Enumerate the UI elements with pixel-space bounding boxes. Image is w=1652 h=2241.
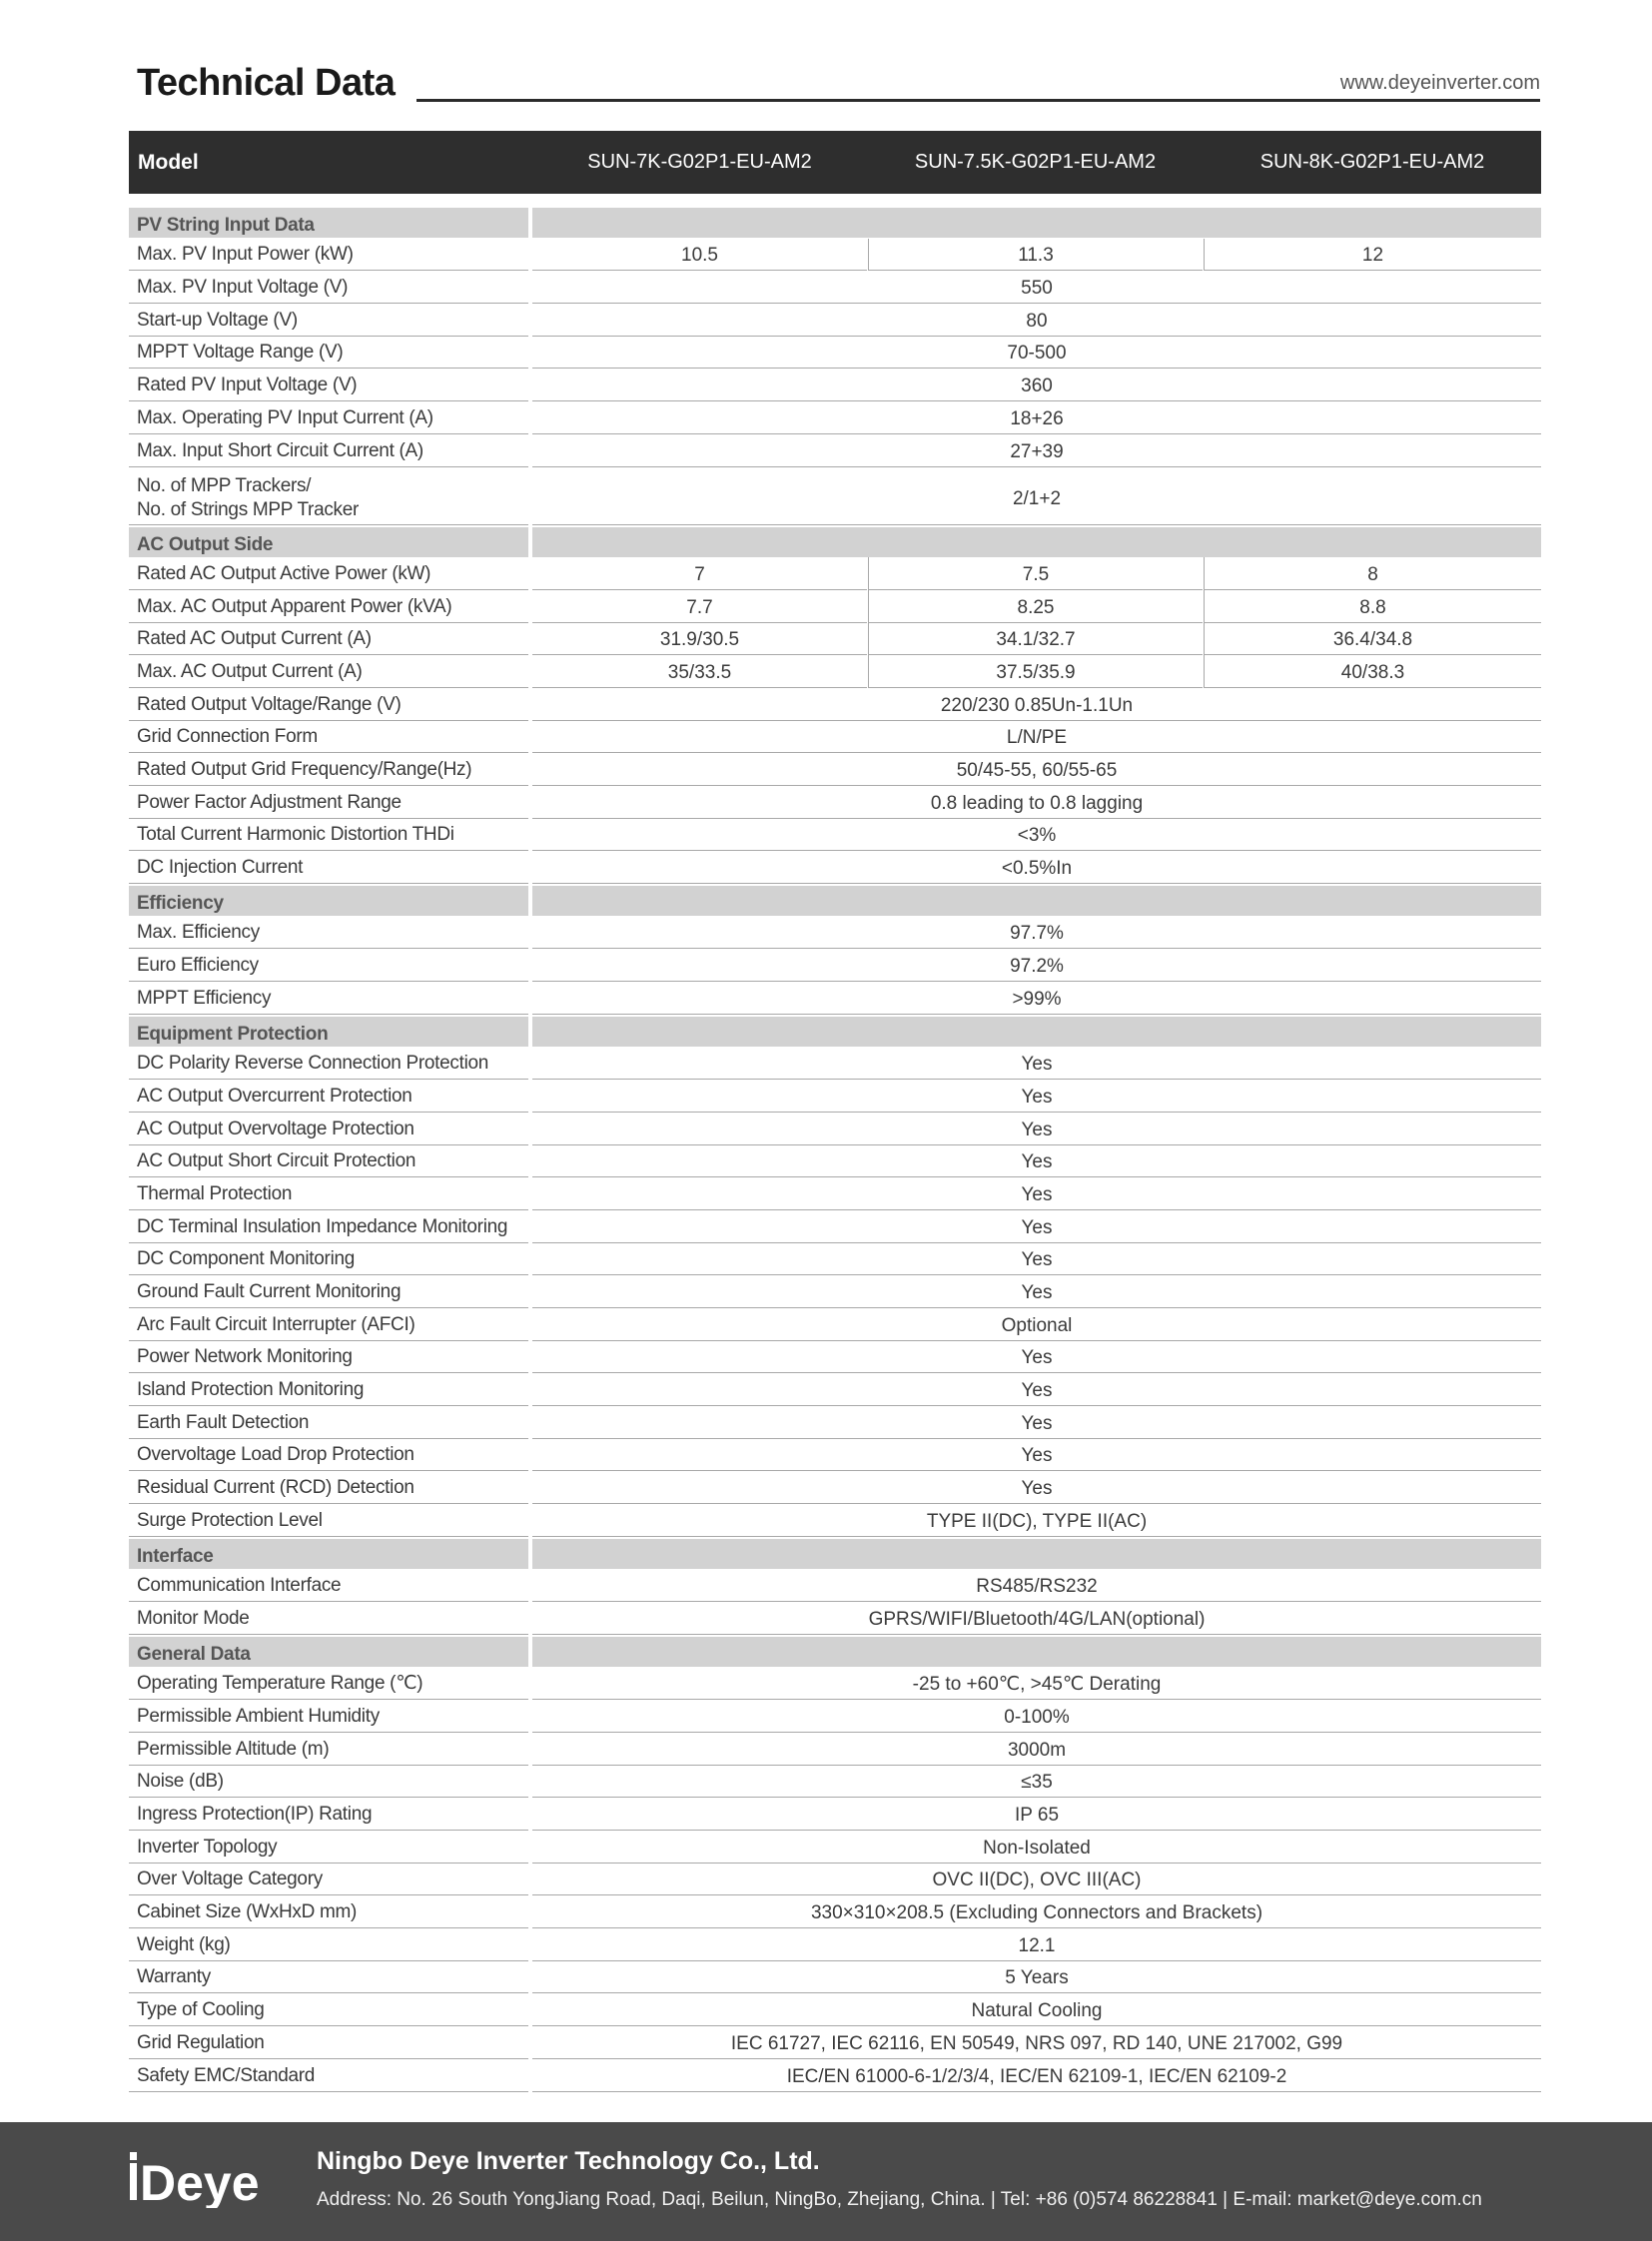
spec-row xyxy=(129,982,1541,1015)
spec-value: 5 Years xyxy=(532,1961,1541,1994)
model-label: Model xyxy=(138,151,199,174)
spec-label: Rated AC Output Active Power (kW) xyxy=(129,557,528,590)
spec-value: 7 xyxy=(532,557,867,590)
spec-row xyxy=(129,1373,1541,1406)
spec-row xyxy=(129,623,1541,656)
spec-value: IEC 61727, IEC 62116, EN 50549, NRS 097, RD 140, UNE 217002, G99 xyxy=(532,2026,1541,2059)
section-header xyxy=(129,1537,1541,1570)
section-title: PV String Input Data xyxy=(129,208,528,238)
spec-value: Yes xyxy=(532,1145,1541,1178)
spec-label: Max. PV Input Voltage (V) xyxy=(129,271,528,304)
spec-label: Surge Protection Level xyxy=(129,1504,528,1537)
spec-rows xyxy=(129,206,1541,2092)
spec-value: Yes xyxy=(532,1373,1541,1406)
spec-row xyxy=(129,1928,1541,1961)
section-bar xyxy=(532,1539,1541,1569)
spec-value: 360 xyxy=(532,369,1541,401)
spec-label: Total Current Harmonic Distortion THDi xyxy=(129,819,528,852)
spec-value: TYPE II(DC), TYPE II(AC) xyxy=(532,1504,1541,1537)
spec-value: 7.7 xyxy=(532,590,867,623)
spec-value: Yes xyxy=(532,1113,1541,1145)
spec-value: 97.2% xyxy=(532,949,1541,982)
spec-value: OVC II(DC), OVC III(AC) xyxy=(532,1864,1541,1896)
spec-row xyxy=(129,1668,1541,1701)
spec-row xyxy=(129,369,1541,401)
spec-value: Yes xyxy=(532,1080,1541,1113)
spec-label: Power Factor Adjustment Range xyxy=(129,786,528,819)
spec-value: Non-Isolated xyxy=(532,1831,1541,1864)
spec-value: -25 to +60℃, >45℃ Derating xyxy=(532,1668,1541,1701)
spec-value: <3% xyxy=(532,819,1541,852)
spec-label: Noise (dB) xyxy=(129,1766,528,1799)
spec-value: 10.5 xyxy=(532,239,867,272)
spec-row xyxy=(129,304,1541,337)
spec-row xyxy=(129,1210,1541,1243)
spec-value: 12.1 xyxy=(532,1928,1541,1961)
spec-row xyxy=(129,721,1541,754)
spec-label: Max. Operating PV Input Current (A) xyxy=(129,401,528,434)
spec-label: AC Output Short Circuit Protection xyxy=(129,1145,528,1178)
spec-row xyxy=(129,2059,1541,2092)
spec-value: 27+39 xyxy=(532,434,1541,467)
spec-row xyxy=(129,467,1541,525)
spec-row xyxy=(129,1080,1541,1113)
spec-value: Yes xyxy=(532,1341,1541,1374)
spec-label: Max. AC Output Current (A) xyxy=(129,655,528,688)
spec-row xyxy=(129,401,1541,434)
spec-label: Monitor Mode xyxy=(129,1602,528,1635)
spec-row xyxy=(129,337,1541,370)
spec-label: Rated Output Voltage/Range (V) xyxy=(129,688,528,721)
spec-row xyxy=(129,1308,1541,1341)
spec-value: Yes xyxy=(532,1275,1541,1308)
spec-row xyxy=(129,1177,1541,1210)
spec-label: AC Output Overvoltage Protection xyxy=(129,1113,528,1145)
spec-value: 8.8 xyxy=(1204,590,1541,623)
spec-row xyxy=(129,1406,1541,1439)
spec-label: Grid Connection Form xyxy=(129,721,528,754)
spec-row xyxy=(129,1439,1541,1472)
section-title: AC Output Side xyxy=(129,527,528,557)
logo-text: Deye xyxy=(140,2155,260,2208)
section-title: Interface xyxy=(129,1539,528,1569)
spec-row xyxy=(129,688,1541,721)
spec-row xyxy=(129,753,1541,786)
page-header xyxy=(137,58,1540,108)
spec-label: Max. PV Input Power (kW) xyxy=(129,239,528,272)
spec-row xyxy=(129,1733,1541,1766)
spec-label: Ingress Protection(IP) Rating xyxy=(129,1798,528,1831)
section-bar xyxy=(532,208,1541,238)
spec-label: Permissible Ambient Humidity xyxy=(129,1700,528,1733)
spec-label: Euro Efficiency xyxy=(129,949,528,982)
model-name: SUN-7K-G02P1-EU-AM2 xyxy=(587,151,812,173)
spec-label: Max. Input Short Circuit Current (A) xyxy=(129,434,528,467)
spec-value: 70-500 xyxy=(532,337,1541,370)
spec-label: MPPT Voltage Range (V) xyxy=(129,337,528,370)
spec-label: Safety EMC/Standard xyxy=(129,2059,528,2092)
spec-row xyxy=(129,434,1541,467)
spec-label: Inverter Topology xyxy=(129,1831,528,1864)
spec-label: Weight (kg) xyxy=(129,1928,528,1961)
spec-label: Rated Output Grid Frequency/Range(Hz) xyxy=(129,753,528,786)
spec-row xyxy=(129,1048,1541,1081)
section-bar xyxy=(532,886,1541,916)
spec-label: DC Injection Current xyxy=(129,851,528,884)
spec-value: 8.25 xyxy=(868,590,1203,623)
section-header xyxy=(129,884,1541,917)
spec-row xyxy=(129,1864,1541,1896)
spec-value: 36.4/34.8 xyxy=(1204,623,1541,656)
spec-value: 8 xyxy=(1204,557,1541,590)
spec-row xyxy=(129,917,1541,950)
spec-label: Max. Efficiency xyxy=(129,917,528,950)
spec-row xyxy=(129,590,1541,623)
spec-label: Ground Fault Current Monitoring xyxy=(129,1275,528,1308)
website-link[interactable]: www.deyeinverter.com xyxy=(1339,72,1540,94)
spec-value: Yes xyxy=(532,1439,1541,1472)
spec-row xyxy=(129,1700,1541,1733)
spec-row xyxy=(129,1993,1541,2026)
spec-value: 37.5/35.9 xyxy=(868,655,1203,688)
spec-value: Yes xyxy=(532,1471,1541,1504)
spec-label: Island Protection Monitoring xyxy=(129,1373,528,1406)
spec-value: 3000m xyxy=(532,1733,1541,1766)
spec-row xyxy=(129,1895,1541,1928)
spec-label: DC Polarity Reverse Connection Protection xyxy=(129,1048,528,1081)
spec-label: Operating Temperature Range (℃) xyxy=(129,1668,528,1701)
section-header xyxy=(129,206,1541,239)
section-header xyxy=(129,1015,1541,1048)
spec-label: MPPT Efficiency xyxy=(129,982,528,1015)
spec-value: 80 xyxy=(532,304,1541,337)
spec-value: Yes xyxy=(532,1048,1541,1081)
spec-label: Arc Fault Circuit Interrupter (AFCI) xyxy=(129,1308,528,1341)
section-header xyxy=(129,525,1541,558)
section-title: Efficiency xyxy=(129,886,528,916)
spec-value: 7.5 xyxy=(868,557,1203,590)
spec-value: >99% xyxy=(532,982,1541,1015)
title-rule xyxy=(416,99,1540,102)
deye-logo-icon xyxy=(128,2148,273,2208)
spec-value: ≤35 xyxy=(532,1766,1541,1799)
spec-row xyxy=(129,1113,1541,1145)
spec-row xyxy=(129,1798,1541,1831)
spec-value: IEC/EN 61000-6-1/2/3/4, IEC/EN 62109-1, IEC/EN 62109-2 xyxy=(532,2059,1541,2092)
spec-value: 12 xyxy=(1204,239,1541,272)
page-footer xyxy=(0,2122,1652,2241)
spec-label: Max. AC Output Apparent Power (kVA) xyxy=(129,590,528,623)
spec-value: 0-100% xyxy=(532,1700,1541,1733)
section-bar xyxy=(532,1637,1541,1667)
spec-value: 330×310×208.5 (Excluding Connectors and Brackets) xyxy=(532,1895,1541,1928)
spec-row xyxy=(129,819,1541,852)
section-bar xyxy=(532,527,1541,557)
spec-label: Rated PV Input Voltage (V) xyxy=(129,369,528,401)
spec-value: 50/45-55, 60/55-65 xyxy=(532,753,1541,786)
spec-value: 35/33.5 xyxy=(532,655,867,688)
spec-row xyxy=(129,1570,1541,1603)
spec-row xyxy=(129,1275,1541,1308)
spec-value: 40/38.3 xyxy=(1204,655,1541,688)
spec-value: GPRS/WIFI/Bluetooth/4G/LAN(optional) xyxy=(532,1602,1541,1635)
spec-value: 2/1+2 xyxy=(532,467,1541,525)
spec-value: 550 xyxy=(532,271,1541,304)
model-header-row xyxy=(129,131,1541,194)
spec-label: Earth Fault Detection xyxy=(129,1406,528,1439)
spec-label: Warranty xyxy=(129,1961,528,1994)
spec-value: Yes xyxy=(532,1177,1541,1210)
deye-logo xyxy=(128,2148,273,2213)
spec-value: 31.9/30.5 xyxy=(532,623,867,656)
company-address: Address: No. 26 South YongJiang Road, Daqi, Beilun, NingBo, Zhejiang, China. | Tel: +86 (0)574 86228841 | E-mail: market@deye.com.cn xyxy=(317,2189,1482,2210)
spec-row xyxy=(129,1504,1541,1537)
spec-label: Start-up Voltage (V) xyxy=(129,304,528,337)
spec-row xyxy=(129,786,1541,819)
spec-label: DC Component Monitoring xyxy=(129,1243,528,1276)
spec-label: Over Voltage Category xyxy=(129,1864,528,1896)
spec-row xyxy=(129,1831,1541,1864)
model-name: SUN-8K-G02P1-EU-AM2 xyxy=(1259,151,1485,173)
spec-row xyxy=(129,1341,1541,1374)
spec-row xyxy=(129,1471,1541,1504)
spec-label: Type of Cooling xyxy=(129,1993,528,2026)
spec-label: Residual Current (RCD) Detection xyxy=(129,1471,528,1504)
spec-label: No. of MPP Trackers/ No. of Strings MPP Tracker xyxy=(129,467,528,525)
spec-value: Yes xyxy=(532,1210,1541,1243)
section-header xyxy=(129,1635,1541,1668)
spec-label: Overvoltage Load Drop Protection xyxy=(129,1439,528,1472)
spec-label: Cabinet Size (WxHxD mm) xyxy=(129,1895,528,1928)
spec-value: 11.3 xyxy=(868,239,1203,272)
section-title: General Data xyxy=(129,1637,528,1667)
spec-value: L/N/PE xyxy=(532,721,1541,754)
spec-row xyxy=(129,851,1541,884)
company-name: Ningbo Deye Inverter Technology Co., Ltd. xyxy=(317,2147,820,2175)
spec-value: Yes xyxy=(532,1406,1541,1439)
spec-value: 97.7% xyxy=(532,917,1541,950)
spec-row xyxy=(129,1961,1541,1994)
spec-row xyxy=(129,271,1541,304)
spec-label: Grid Regulation xyxy=(129,2026,528,2059)
spec-row xyxy=(129,557,1541,590)
spec-row xyxy=(129,1145,1541,1178)
spec-value: 34.1/32.7 xyxy=(868,623,1203,656)
section-bar xyxy=(532,1017,1541,1047)
spec-label: DC Terminal Insulation Impedance Monitoring xyxy=(129,1210,528,1243)
spec-value: RS485/RS232 xyxy=(532,1570,1541,1603)
model-name: SUN-7.5K-G02P1-EU-AM2 xyxy=(914,151,1157,173)
spec-value: IP 65 xyxy=(532,1798,1541,1831)
spec-row xyxy=(129,239,1541,272)
spec-label: AC Output Overcurrent Protection xyxy=(129,1080,528,1113)
spec-label: Thermal Protection xyxy=(129,1177,528,1210)
spec-row xyxy=(129,1602,1541,1635)
spec-table xyxy=(129,131,1541,2087)
section-title: Equipment Protection xyxy=(129,1017,528,1047)
spec-row xyxy=(129,655,1541,688)
spec-label: Communication Interface xyxy=(129,1570,528,1603)
spec-row xyxy=(129,949,1541,982)
spec-label: Power Network Monitoring xyxy=(129,1341,528,1374)
spec-label: Rated AC Output Current (A) xyxy=(129,623,528,656)
spec-value: 18+26 xyxy=(532,401,1541,434)
spec-row xyxy=(129,2026,1541,2059)
spec-value: Yes xyxy=(532,1243,1541,1276)
spec-value: Optional xyxy=(532,1308,1541,1341)
spec-value: 0.8 leading to 0.8 lagging xyxy=(532,786,1541,819)
spec-value: <0.5%In xyxy=(532,851,1541,884)
spec-row xyxy=(129,1243,1541,1276)
spec-value: 220/230 0.85Un-1.1Un xyxy=(532,688,1541,721)
spec-value: Natural Cooling xyxy=(532,1993,1541,2026)
page-title: Technical Data xyxy=(137,62,396,104)
spec-label: Permissible Altitude (m) xyxy=(129,1733,528,1766)
spec-row xyxy=(129,1766,1541,1799)
